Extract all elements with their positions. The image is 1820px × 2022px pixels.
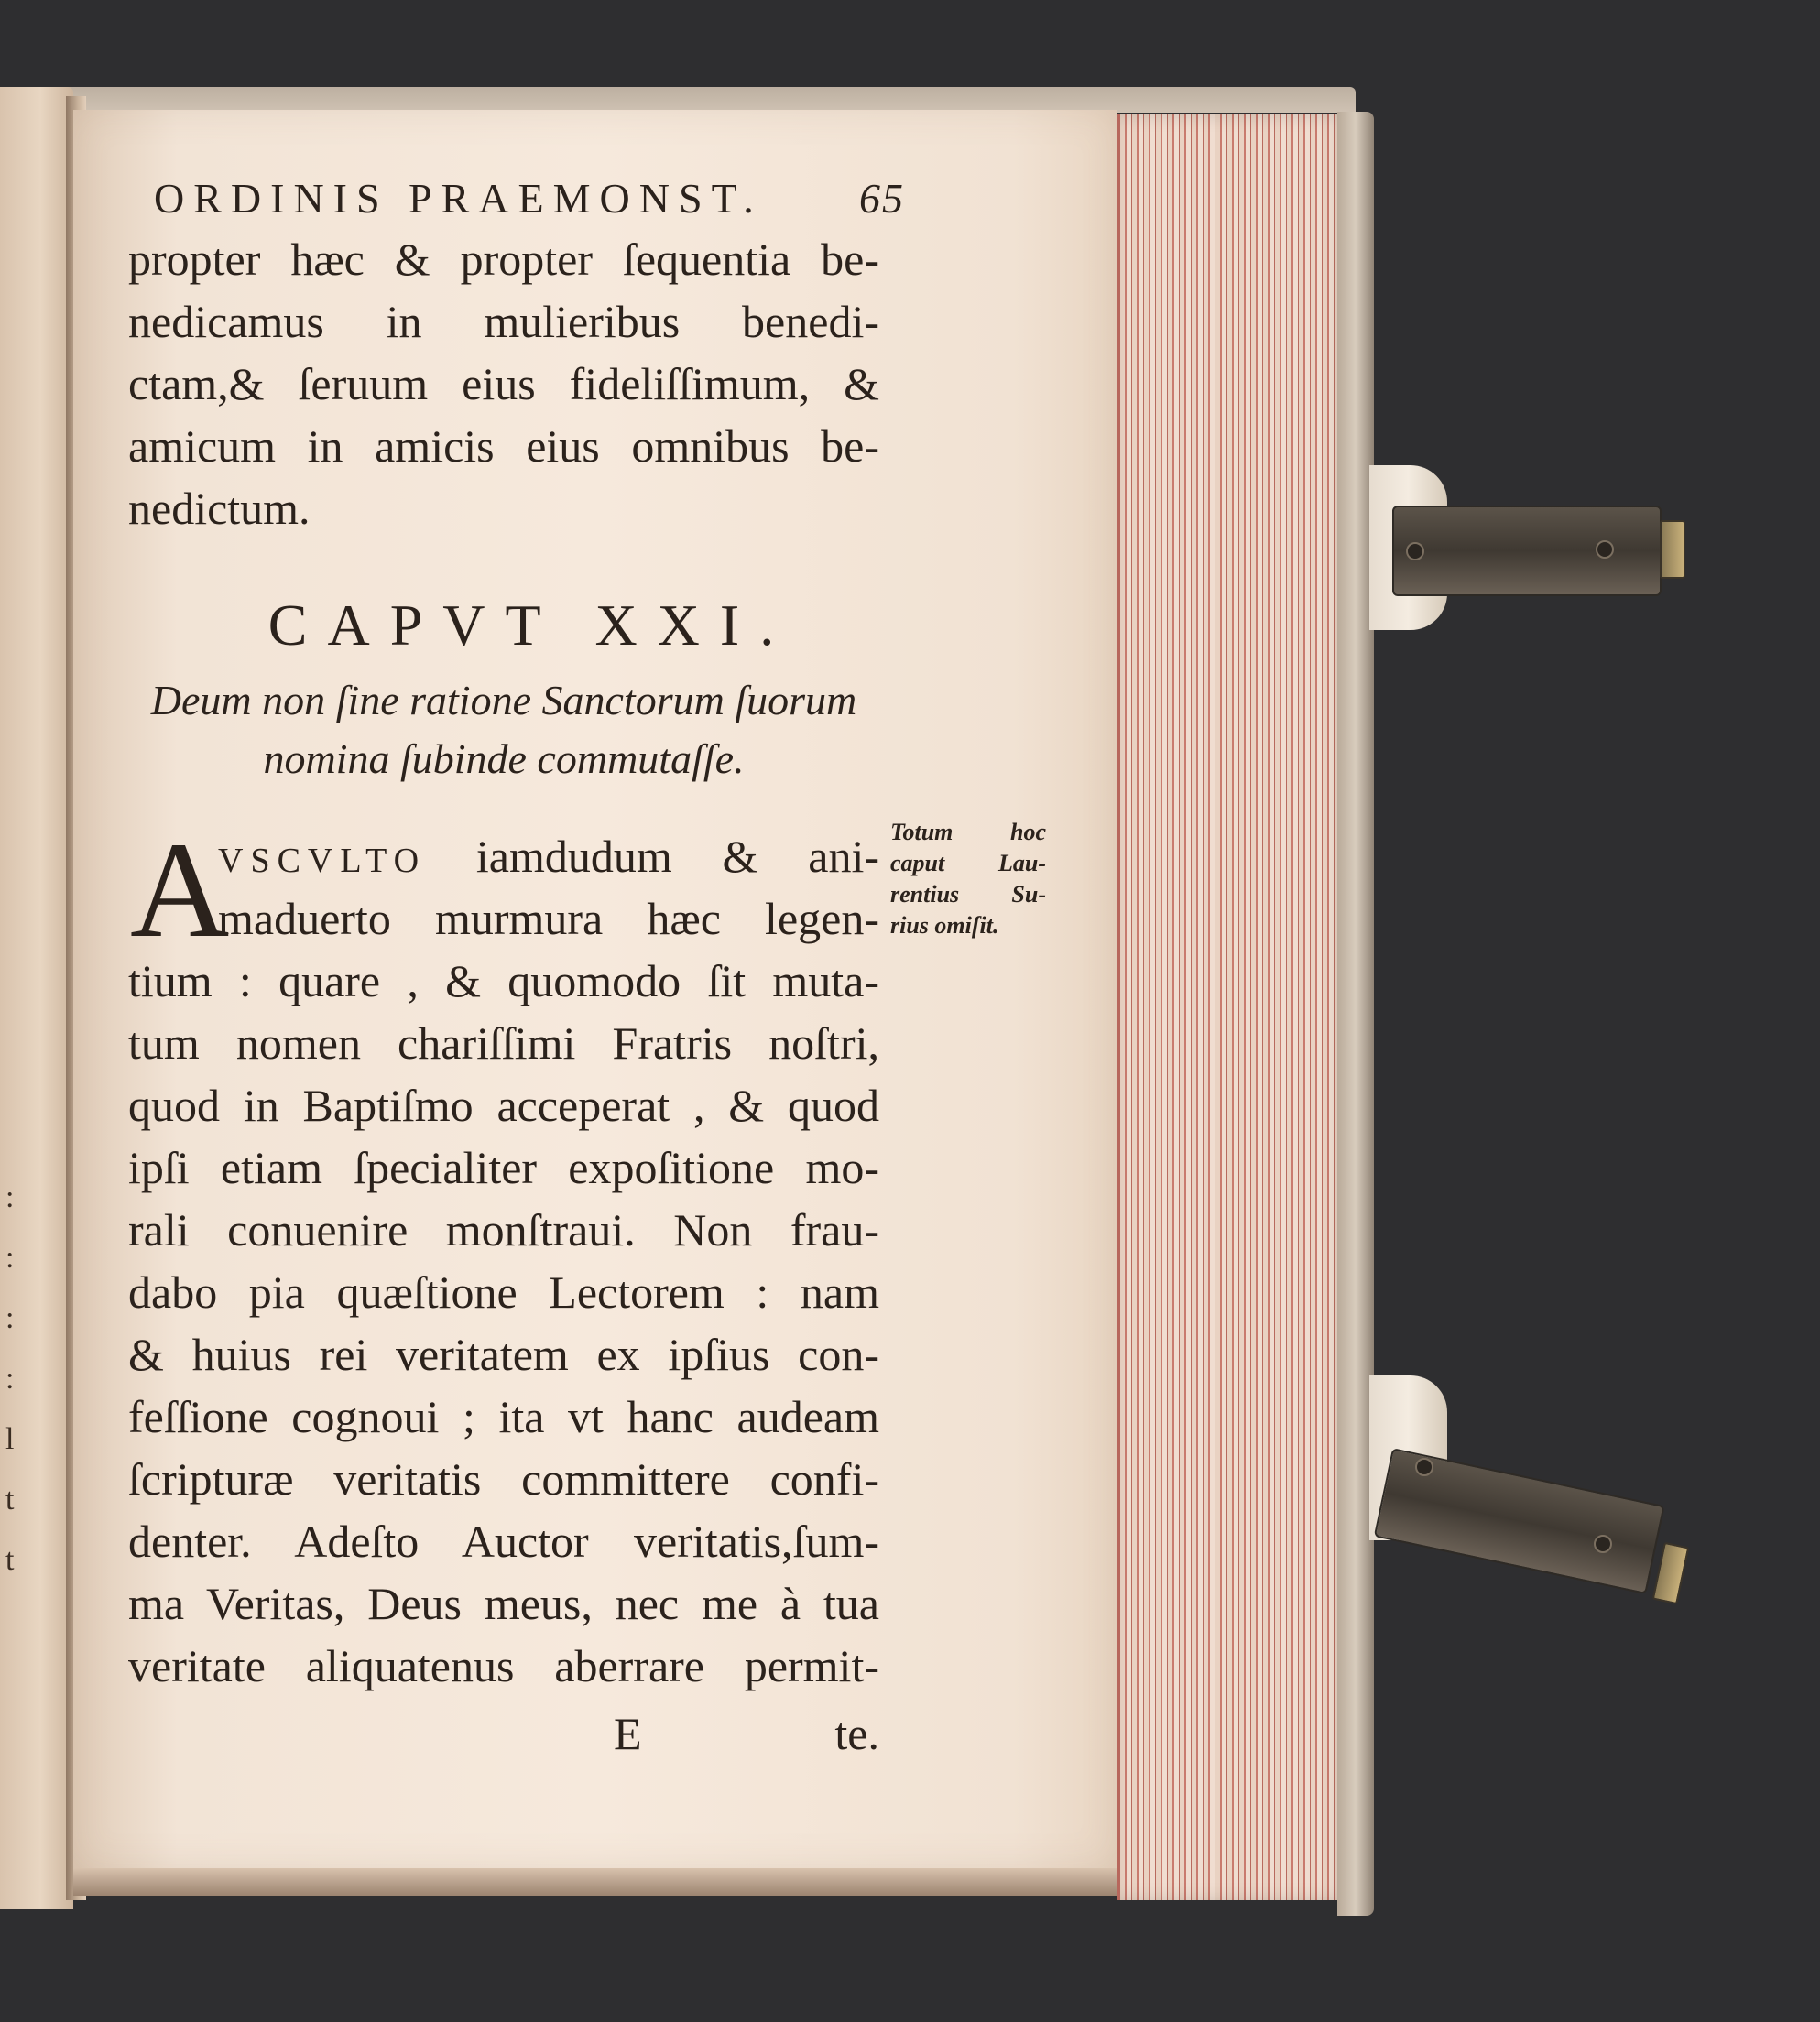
marginal-note-line: Totum hoc [890,819,1046,845]
left-page-show-through: : : : : l t t [5,1180,15,1577]
upper-clasp-hook [1660,520,1685,579]
first-line-rest: iamdudum & ani- [475,831,879,882]
signature-mark: E [614,1708,642,1759]
text-line: ſcripturæ veritatis committere confi- [128,1453,879,1505]
upper-clasp-rivet [1596,540,1614,559]
lower-clasp-rivet [1594,1535,1612,1553]
text-line: tium : quare , & quomodo ſit muta- [128,955,879,1006]
upper-clasp-strap [1392,506,1662,596]
chapter-subtitle-line: Deum non ſine ratione Sanctorum ſuorum [150,677,857,723]
text-line: & huius rei veritatem ex ipſius con- [128,1329,879,1380]
text-line: denter. Adeſto Auctor veritatis,ſum- [128,1516,879,1567]
chapter-subtitle-line: nomina ſubinde commutaſſe. [263,735,745,782]
text-line: ctam,& ſeruum eius fideliſſimum, & [128,358,879,409]
text-line: ipſi etiam ſpecialiter expoſitione mo- [128,1142,879,1193]
text-line: tum nomen chariſſimi Fratris noſtri, [128,1017,879,1069]
lower-clasp-rivet [1415,1458,1433,1476]
marginal-note-line: caput Lau- [890,850,1046,876]
running-head-title: ORDINIS PRAEMONST. [154,175,763,222]
text-line: rali conuenire monſtraui. Non frau- [128,1204,879,1256]
catchword: te. [834,1708,879,1759]
book-cover-top [55,87,1356,113]
marginal-note [890,817,1064,941]
fore-edge-page-block [1117,114,1349,1900]
left-page-edge [0,87,73,1909]
marginal-note-line: rentius Su- [890,881,1046,908]
page-number: 65 [859,175,905,222]
upper-clasp-rivet [1406,542,1424,560]
text-line: propter hæc & propter ſequentia be- [128,234,879,285]
text-line [218,825,879,887]
page-footer [128,1702,879,1765]
text-line: quod in Baptiſmo acceperat , & quod [128,1080,879,1131]
chapter-body [128,814,879,1765]
chapter-heading: CAPVT XXI. [267,592,795,658]
text-line: ma Veritas, Deus meus, nec me à tua [128,1578,879,1629]
page-bottom-edge [73,1868,1117,1896]
text-line: nedictum. [128,483,311,534]
text-line: nedicamus in mulieribus benedi- [128,296,879,347]
drop-cap: A [130,814,230,966]
text-line: feſſione cognoui ; ita vt hanc audeam [128,1391,879,1442]
opening-word: VSCVLTO [218,842,427,880]
lower-clasp-hook [1652,1542,1690,1604]
text-line: amicum in amicis eius omnibus be- [128,420,879,472]
text-line: veritate aliquatenus aberrare permit- [128,1640,879,1691]
text-block [128,169,905,1765]
back-cover-edge [1337,112,1374,1916]
marginal-note-line: rius omiſit. [890,912,999,939]
running-head [154,169,905,228]
text-line: dabo pia quæſtione Lectorem : nam [128,1266,879,1318]
text-line: maduerto murmura hæc legen- [218,893,879,944]
